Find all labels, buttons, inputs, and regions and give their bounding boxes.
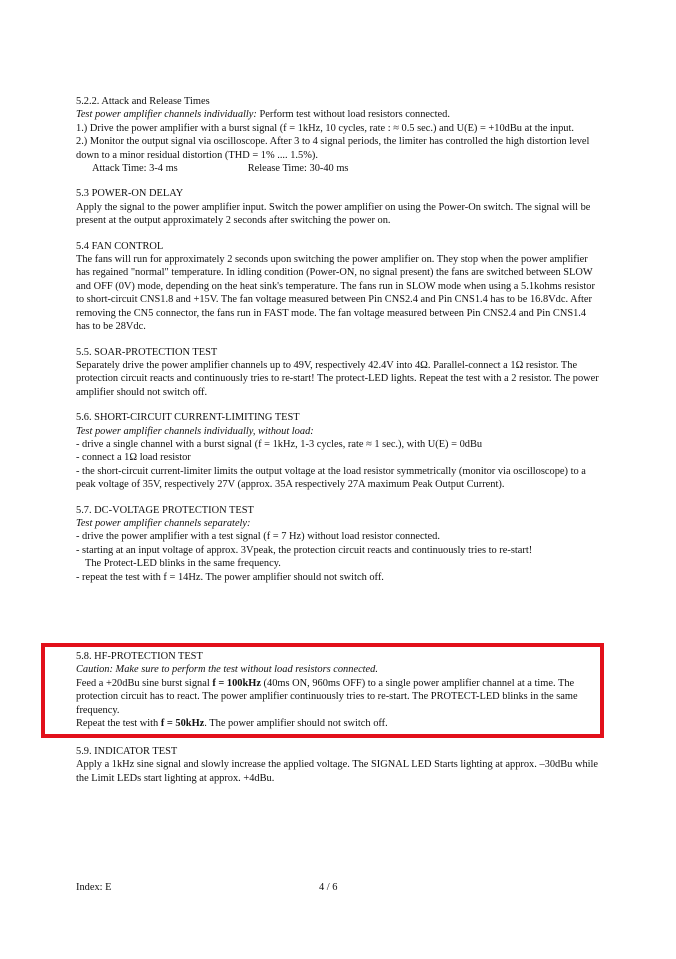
bullet-item: - drive a single channel with a burst signal (f = 1kHz, 1-3 cycles, rate ≈ 1 sec.), with U(E) = 0dBu: [76, 438, 483, 450]
attack-time: Attack Time: 3-4 ms: [92, 163, 178, 175]
step-2: 2.) Monitor the output signal via oscilloscope. After 3 to 4 signal periods, the limiter has controlled the high distortion level down to a minor residual distortion (THD = 1% .... 1.5%).: [76, 136, 590, 161]
section-title: 5.6. SHORT-CIRCUIT CURRENT-LIMITING TEST: [76, 412, 300, 424]
section-5-8: [76, 650, 600, 730]
section-body: The fans will run for approximately 2 seconds upon switching the power amplifier on. They stop when the power amplifier has regained "normal" temperature. In idling condition (Power-ON, no signal present) the fans are switched between SLOW and OFF (0V) mode, depending on the heat sink's temperature. The fans run in SLOW mode when using a 5.1kohms resistor to short-circuit CNS1.8 and +15V. The fan voltage measured between Pin CNS2.4 and Pin CNS1.4 has to be 16.8Vdc. After removing the CN5 connector, the fans run in FAST mode. The fan voltage measured between Pin CNS2.4 and Pin CNS1.4 has to be 28Vdc.: [76, 254, 595, 333]
section-body-2: [76, 717, 600, 730]
bullet-item: - connect a 1Ω load resistor: [76, 452, 191, 464]
section-body: Apply a 1kHz sine signal and slowly increase the applied voltage. The SIGNAL LED Starts lighting at approx. –30dBu while the Limit LEDs start lighting at approx. +4dBu.: [76, 759, 599, 784]
section-5-3: [76, 187, 600, 227]
text-run: . The power amplifier should not switch off.: [204, 718, 388, 730]
section-title: 5.7. DC-VOLTAGE PROTECTION TEST: [76, 504, 254, 516]
section-lead: Test power amplifier channels individually, without load:: [76, 425, 314, 437]
section-title: 5.8. HF-PROTECTION TEST: [76, 651, 203, 662]
section-5-7: [76, 504, 600, 584]
page-number: 4 / 6: [319, 882, 338, 893]
section-body-1: [76, 677, 600, 717]
section-body: Apply the signal to the power amplifier input. Switch the power amplifier on using the Power-On switch. The signal will be present at the output approximately 2 seconds after switching the power on.: [76, 201, 591, 227]
step-1: 1.) Drive the power amplifier with a burst signal (f = 1kHz, 10 cycles, rate : ≈ 0.5 sec.) and U(E) = +10dBu at the input.: [76, 122, 574, 134]
section-lead: Test power amplifier channels separately:: [76, 517, 251, 529]
bullet-item: - the short-circuit current-limiter limits the output voltage at the load resistor symmetrically (monitor via oscilloscope) to a peak voltage of 35V, respectively 27V (approx. 35A respectively 27A maximum Peak Output Current).: [76, 465, 586, 491]
section-title: 5.9. INDICATOR TEST: [76, 746, 178, 757]
section-5-2-2: [76, 95, 600, 175]
text-run: Feed a +20dBu sine burst signal: [76, 677, 213, 689]
lead-rest: Perform test without load resistors connected.: [256, 109, 450, 121]
bullet-continuation: The Protect-LED blinks in the same frequency.: [85, 558, 281, 570]
frequency-value: f = 100kHz: [212, 677, 261, 689]
document-body: [76, 95, 600, 596]
bullet-item: - repeat the test with f = 14Hz. The power amplifier should not switch off.: [76, 571, 384, 583]
section-title: 5.3 POWER-ON DELAY: [76, 188, 184, 200]
section-title: 5.5. SOAR-PROTECTION TEST: [76, 346, 218, 358]
timing-line: [76, 162, 600, 175]
section-5-9: [76, 745, 600, 785]
text-run: Repeat the test with: [76, 718, 161, 730]
section-5-6: [76, 411, 600, 491]
caution-note: Caution: Make sure to perform the test without load resistors connected.: [76, 664, 378, 676]
bullet-item: - starting at an input voltage of approx. 3Vpeak, the protection circuit reacts and continuously tries to re-start!: [76, 544, 533, 556]
section-lead: [76, 108, 600, 121]
index-label: Index: E: [76, 882, 112, 893]
bullet-item: - drive the power amplifier with a test signal (f = 7 Hz) without load resistor connected.: [76, 531, 440, 543]
release-time: Release Time: 30-40 ms: [247, 163, 349, 175]
section-body: Separately drive the power amplifier channels up to 49V, respectively 42.4V into 4Ω. Parallel-connect a 1Ω resistor. The protection circuit reacts and continuously tries to re-start! The protect-LED lights. Repeat the test with a 2 resistor. The power amplifier should not switch off.: [76, 359, 599, 398]
frequency-value: f = 50kHz: [160, 718, 205, 730]
text-run: (40ms ON, 960ms OFF) to a single power amplifier channel at a time. The protection circuit has to react. The power amplifier continuously tries to re-start. The PROTECT-LED blinks in the same frequency.: [76, 677, 578, 716]
section-5-5: [76, 346, 600, 400]
section-title: 5.2.2. Attack and Release Times: [76, 96, 210, 107]
lead-italic: Test power amplifier channels individually:: [76, 109, 257, 121]
section-5-4: [76, 240, 600, 334]
section-title: 5.4 FAN CONTROL: [76, 240, 164, 252]
